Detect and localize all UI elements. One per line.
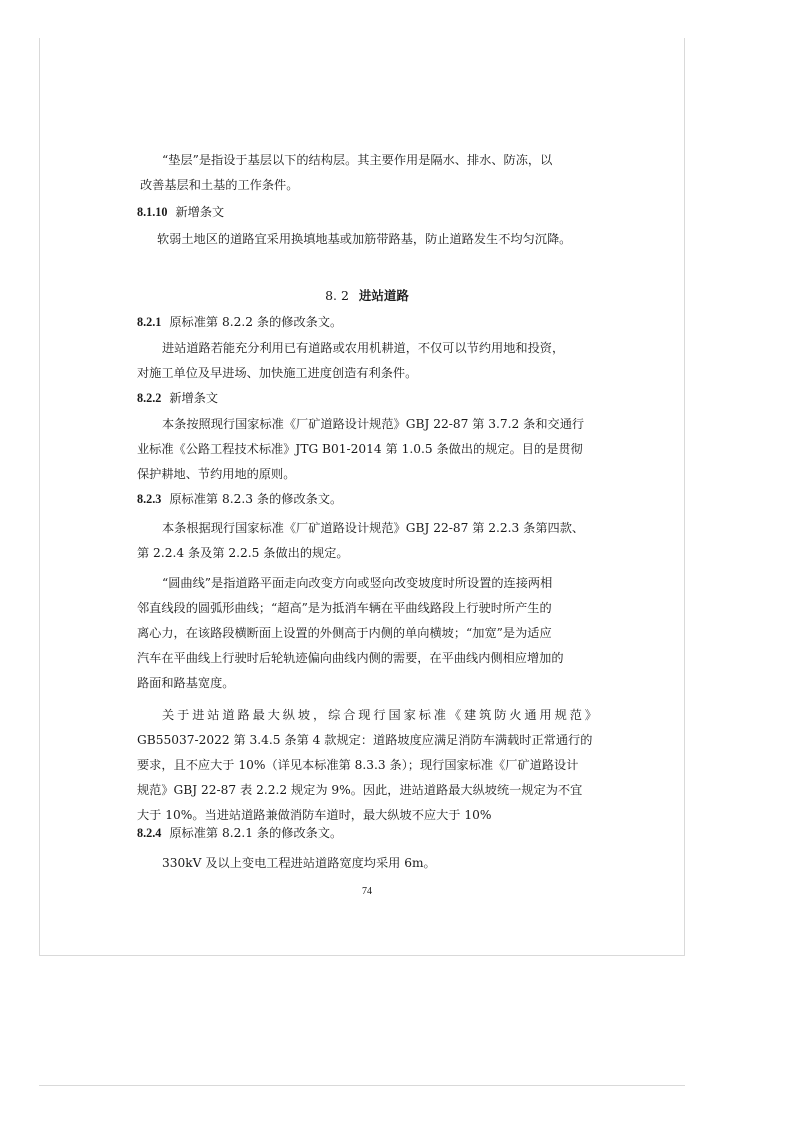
paragraph-slope-line1: 关于进站道路最大纵坡，综合现行国家标准《建筑防火通用规范》	[162, 708, 597, 722]
clause-heading-8-2-4	[137, 821, 342, 846]
clause-number: 8.2.3	[137, 492, 162, 506]
clause-title: 新增条文	[175, 205, 225, 219]
paragraph-land-line2: 业标准《公路工程技术标准》JTG B01-2014 第 1.0.5 条做出的规定。目的是贯彻	[137, 442, 583, 456]
section-number: 8. 2	[325, 288, 349, 303]
section-heading-8-2	[137, 283, 597, 308]
clause-number: 8.2.2	[137, 391, 162, 405]
clause-heading-8-2-2	[137, 386, 218, 411]
paragraph-curve-line5: 路面和路基宽度。	[137, 676, 235, 690]
paragraph-cushion-line2: 改善基层和土基的工作条件。	[140, 178, 299, 192]
clause-number: 8.2.1	[137, 315, 162, 329]
paragraph-land-line1: 本条按照现行国家标准《厂矿道路设计规范》GBJ 22-87 第 3.7.2 条和交通行	[162, 417, 585, 431]
clause-title: 原标准第 8.2.3 条的修改条文。	[169, 492, 343, 506]
bottom-divider	[39, 1085, 685, 1086]
clause-heading-8-2-1	[137, 310, 342, 335]
paragraph-basis-line1: 本条根据现行国家标准《厂矿道路设计规范》GBJ 22-87 第 2.2.3 条第四款、	[162, 521, 585, 535]
paragraph-land-line3: 保护耕地、节约用地的原则。	[137, 467, 296, 481]
paragraph-curve-line2: 邻直线段的圆弧形曲线；“超高”是为抵消车辆在平曲线路段上行驶时所产生的	[137, 601, 552, 615]
paragraph-slope-line2: GB55037-2022 第 3.4.5 条第 4 款规定：道路坡度应满足消防车满载时正常通行的	[137, 733, 593, 747]
clause-heading-8-2-3	[137, 487, 342, 512]
clause-number: 8.2.4	[137, 826, 162, 840]
paragraph-curve-line3: 离心力，在该路段横断面上设置的外侧高于内侧的单向横坡；“加宽”是为适应	[137, 626, 552, 640]
paragraph-access-road-line1: 进站道路若能充分利用已有道路或农用机耕道，不仅可以节约用地和投资，	[162, 341, 565, 355]
clause-title: 原标准第 8.2.2 条的修改条文。	[169, 315, 343, 329]
paragraph-curve-line1: “圆曲线”是指道路平面走向改变方向或竖向改变坡度时所设置的连接两相	[162, 576, 553, 590]
clause-title: 新增条文	[169, 391, 219, 405]
paragraph-road-width: 330kV 及以上变电工程进站道路宽度均采用 6m。	[162, 856, 436, 870]
paragraph-basis-line2: 第 2.2.4 条及第 2.2.5 条做出的规定。	[137, 546, 349, 560]
paragraph-slope-line3: 要求，且不应大于 10%（详见本标准第 8.3.3 条）；现行国家标准《厂矿道路设计	[137, 758, 579, 772]
paragraph-slope-line4: 规范》GBJ 22-87 表 2.2.2 规定为 9%。因此，进站道路最大纵坡统一规定为不宜	[137, 783, 583, 797]
paragraph-cushion-line1: “垫层”是指设于基层以下的结构层。其主要作用是隔水、排水、防冻，以	[162, 153, 553, 167]
paragraph-slope-line5: 大于 10%。当进站道路兼做消防车道时，最大纵坡不应大于 10%	[137, 808, 492, 822]
clause-number: 8.1.10	[137, 205, 168, 219]
clause-heading-8-1-10	[137, 200, 224, 225]
paragraph-curve-line4: 汽车在平曲线上行驶时后轮轨迹偏向曲线内侧的需要，在平曲线内侧相应增加的	[137, 651, 564, 665]
section-title: 进站道路	[358, 288, 409, 303]
page-number: 74	[362, 886, 372, 897]
paragraph-access-road-line2: 对施工单位及早进场、加快施工进度创造有利条件。	[137, 366, 418, 380]
paragraph-soft-soil: 软弱土地区的道路宜采用换填地基或加筋带路基，防止道路发生不均匀沉降。	[157, 232, 572, 246]
clause-title: 原标准第 8.2.1 条的修改条文。	[169, 826, 343, 840]
